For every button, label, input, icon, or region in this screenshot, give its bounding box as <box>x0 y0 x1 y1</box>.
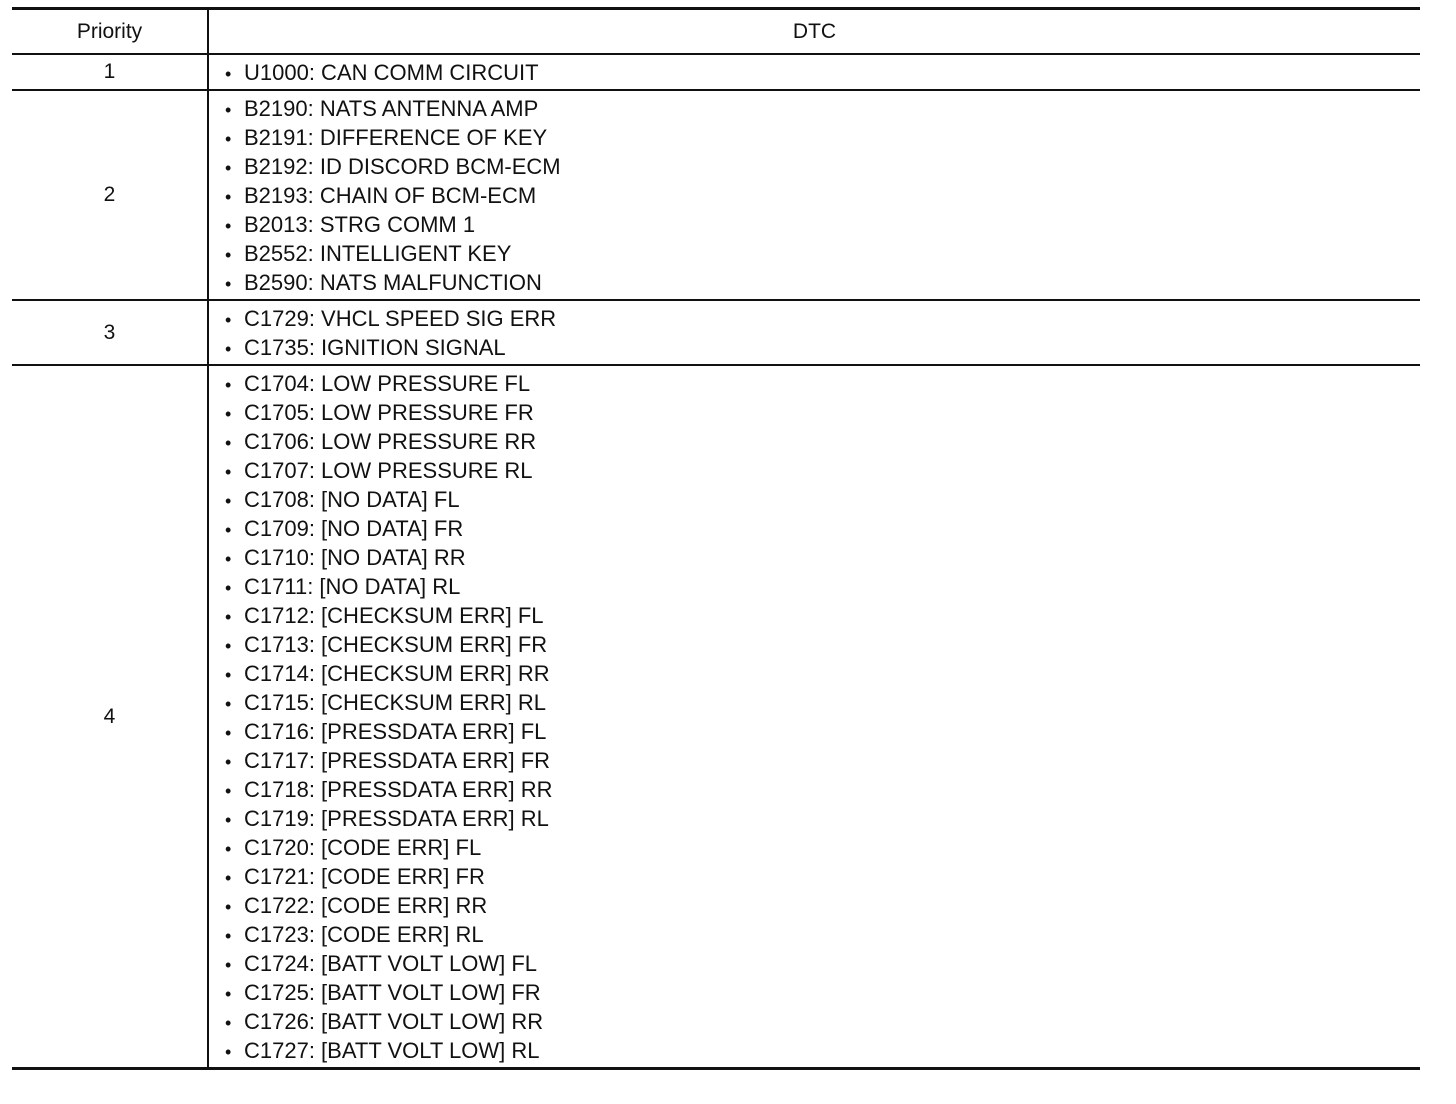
dtc-list-item <box>225 268 1420 297</box>
bullet-icon: • <box>225 433 232 453</box>
bullet-icon: • <box>225 520 232 540</box>
dtc-code-text: C1718: [PRESSDATA ERR] RR <box>244 777 553 802</box>
dtc-code-text: C1721: [CODE ERR] FR <box>244 864 485 889</box>
bullet-icon: • <box>225 549 232 569</box>
bullet-icon: • <box>225 1013 232 1033</box>
dtc-column-header: DTC <box>208 9 1420 55</box>
dtc-list-item <box>225 456 1420 485</box>
bullet-icon: • <box>225 64 232 84</box>
bullet-icon: • <box>225 752 232 772</box>
dtc-list-item <box>225 833 1420 862</box>
dtc-list-item <box>225 514 1420 543</box>
dtc-list-item <box>225 601 1420 630</box>
bullet-icon: • <box>225 129 232 149</box>
dtc-code-text: C1717: [PRESSDATA ERR] FR <box>244 748 551 773</box>
dtc-code-text: C1725: [BATT VOLT LOW] FR <box>244 980 541 1005</box>
dtc-list-item <box>225 427 1420 456</box>
dtc-list-item <box>225 333 1420 362</box>
dtc-list-item <box>225 659 1420 688</box>
dtc-list-item <box>225 949 1420 978</box>
table-body <box>12 54 1420 1069</box>
dtc-list-item <box>225 920 1420 949</box>
dtc-cell <box>208 365 1420 1069</box>
dtc-code-text: C1707: LOW PRESSURE RL <box>244 458 533 483</box>
dtc-code-text: B2013: STRG COMM 1 <box>244 212 476 237</box>
bullet-icon: • <box>225 665 232 685</box>
dtc-code-text: C1712: [CHECKSUM ERR] FL <box>244 603 544 628</box>
table-row <box>12 54 1420 90</box>
priority-cell: 2 <box>12 90 208 300</box>
bullet-icon: • <box>225 100 232 120</box>
dtc-list-item <box>225 485 1420 514</box>
dtc-code-text: C1715: [CHECKSUM ERR] RL <box>244 690 546 715</box>
bullet-icon: • <box>225 1042 232 1062</box>
dtc-list-item <box>225 746 1420 775</box>
dtc-list-item <box>225 891 1420 920</box>
dtc-list <box>225 94 1420 297</box>
bullet-icon: • <box>225 158 232 178</box>
bullet-icon: • <box>225 897 232 917</box>
dtc-list-item <box>225 181 1420 210</box>
dtc-code-text: C1711: [NO DATA] RL <box>244 574 461 599</box>
priority-cell: 1 <box>12 54 208 90</box>
bullet-icon: • <box>225 187 232 207</box>
dtc-list <box>225 369 1420 1065</box>
dtc-list-item <box>225 152 1420 181</box>
table-row <box>12 90 1420 300</box>
bullet-icon: • <box>225 781 232 801</box>
bullet-icon: • <box>225 810 232 830</box>
bullet-icon: • <box>225 723 232 743</box>
bullet-icon: • <box>225 462 232 482</box>
dtc-list-item <box>225 369 1420 398</box>
dtc-list-item <box>225 630 1420 659</box>
table-header <box>12 9 1420 55</box>
dtc-code-text: B2552: INTELLIGENT KEY <box>244 241 512 266</box>
priority-cell: 3 <box>12 300 208 365</box>
bullet-icon: • <box>225 926 232 946</box>
priority-cell: 4 <box>12 365 208 1069</box>
dtc-cell <box>208 300 1420 365</box>
dtc-code-text: U1000: CAN COMM CIRCUIT <box>244 60 539 85</box>
dtc-list-item <box>225 862 1420 891</box>
dtc-list <box>225 58 1420 87</box>
table-row <box>12 365 1420 1069</box>
dtc-code-text: C1704: LOW PRESSURE FL <box>244 371 531 396</box>
dtc-code-text: C1716: [PRESSDATA ERR] FL <box>244 719 547 744</box>
bullet-icon: • <box>225 216 232 236</box>
dtc-code-text: C1719: [PRESSDATA ERR] RL <box>244 806 549 831</box>
dtc-code-text: C1705: LOW PRESSURE FR <box>244 400 534 425</box>
bullet-icon: • <box>225 839 232 859</box>
dtc-list-item <box>225 978 1420 1007</box>
dtc-list-item <box>225 58 1420 87</box>
dtc-code-text: C1724: [BATT VOLT LOW] FL <box>244 951 538 976</box>
dtc-list-item <box>225 688 1420 717</box>
dtc-list-item <box>225 123 1420 152</box>
bullet-icon: • <box>225 694 232 714</box>
bullet-icon: • <box>225 375 232 395</box>
dtc-code-text: C1714: [CHECKSUM ERR] RR <box>244 661 550 686</box>
bullet-icon: • <box>225 245 232 265</box>
dtc-code-text: B2192: ID DISCORD BCM-ECM <box>244 154 561 179</box>
dtc-list <box>225 304 1420 362</box>
header-row <box>12 9 1420 55</box>
bullet-icon: • <box>225 310 232 330</box>
dtc-code-text: C1722: [CODE ERR] RR <box>244 893 488 918</box>
dtc-code-text: B2191: DIFFERENCE OF KEY <box>244 125 548 150</box>
dtc-code-text: C1723: [CODE ERR] RL <box>244 922 484 947</box>
bullet-icon: • <box>225 868 232 888</box>
dtc-code-text: C1710: [NO DATA] RR <box>244 545 466 570</box>
dtc-code-text: C1713: [CHECKSUM ERR] FR <box>244 632 548 657</box>
bullet-icon: • <box>225 636 232 656</box>
dtc-list-item <box>225 543 1420 572</box>
bullet-icon: • <box>225 607 232 627</box>
dtc-list-item <box>225 1036 1420 1065</box>
dtc-code-text: C1720: [CODE ERR] FL <box>244 835 482 860</box>
dtc-code-text: C1706: LOW PRESSURE RR <box>244 429 537 454</box>
dtc-list-item <box>225 804 1420 833</box>
dtc-list-item <box>225 717 1420 746</box>
dtc-code-text: C1729: VHCL SPEED SIG ERR <box>244 306 557 331</box>
bullet-icon: • <box>225 955 232 975</box>
dtc-list-item <box>225 304 1420 333</box>
dtc-list-item <box>225 94 1420 123</box>
bullet-icon: • <box>225 274 232 294</box>
dtc-code-text: C1726: [BATT VOLT LOW] RR <box>244 1009 544 1034</box>
dtc-code-text: C1727: [BATT VOLT LOW] RL <box>244 1038 540 1063</box>
priority-column-header: Priority <box>12 9 208 55</box>
dtc-list-item <box>225 239 1420 268</box>
dtc-cell <box>208 54 1420 90</box>
bullet-icon: • <box>225 491 232 511</box>
dtc-list-item <box>225 1007 1420 1036</box>
dtc-code-text: B2190: NATS ANTENNA AMP <box>244 96 539 121</box>
bullet-icon: • <box>225 339 232 359</box>
dtc-priority-table <box>12 7 1420 1070</box>
bullet-icon: • <box>225 984 232 1004</box>
table-row <box>12 300 1420 365</box>
dtc-cell <box>208 90 1420 300</box>
dtc-list-item <box>225 398 1420 427</box>
dtc-code-text: B2193: CHAIN OF BCM-ECM <box>244 183 537 208</box>
dtc-code-text: B2590: NATS MALFUNCTION <box>244 270 542 295</box>
dtc-code-text: C1735: IGNITION SIGNAL <box>244 335 506 360</box>
bullet-icon: • <box>225 404 232 424</box>
dtc-list-item <box>225 775 1420 804</box>
dtc-list-item <box>225 210 1420 239</box>
dtc-code-text: C1709: [NO DATA] FR <box>244 516 464 541</box>
dtc-list-item <box>225 572 1420 601</box>
dtc-code-text: C1708: [NO DATA] FL <box>244 487 460 512</box>
bullet-icon: • <box>225 578 232 598</box>
